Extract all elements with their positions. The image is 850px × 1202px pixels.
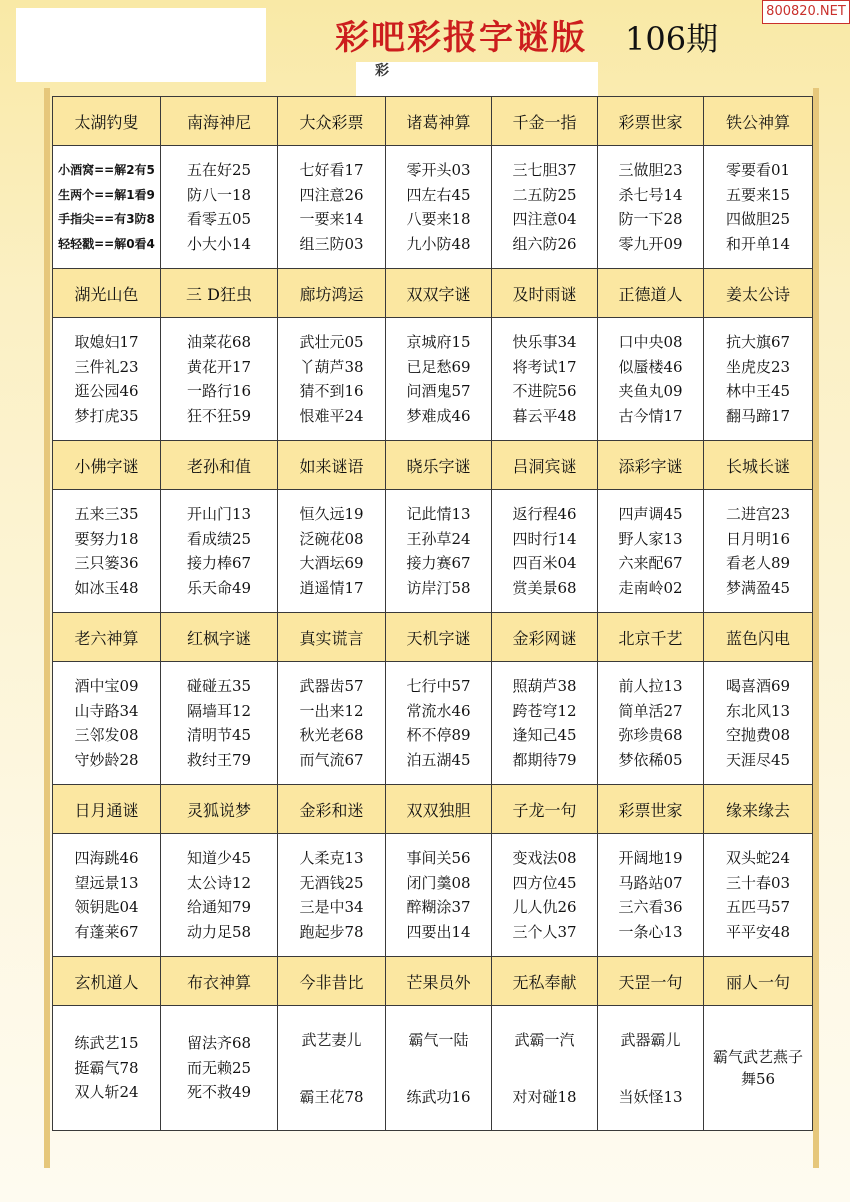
riddle-line: 零要看01 [725,161,791,179]
column-header: 丽人一句 [704,957,813,1006]
column-header: 吕洞宾谜 [492,441,598,490]
riddle-line: 无酒钱25 [299,873,364,892]
subtitle-fragment: 彩 [375,63,389,79]
riddle-line: 二五防25 [512,185,577,204]
riddle-line: 翻马蹄17 [725,406,791,425]
riddle-line: 黄花开17 [186,357,252,376]
column-header: 布衣神算 [161,957,278,1006]
column-header: 及时雨谜 [492,269,598,318]
riddle-line: 七好看17 [299,161,364,179]
riddle-line: 梦打虎35 [74,406,139,425]
riddle-cell [598,490,704,613]
riddle-cell [386,1006,492,1131]
riddle-line: 东北风13 [725,701,791,720]
riddle-line: 零九开09 [618,234,683,253]
riddle-line: 不进院56 [512,382,577,400]
riddle-line: 七行中57 [406,677,471,695]
riddle-line: 五在好25 [186,161,252,179]
riddle-line: 武艺妻儿 [301,1031,362,1049]
riddle-line: 武霸一汽 [514,1031,575,1049]
column-header: 无私奉献 [492,957,598,1006]
riddle-line: 四方位45 [512,873,577,892]
content-row [53,834,813,957]
column-header: 天机字谜 [386,613,492,662]
riddle-cell [161,146,278,269]
riddle-line: 太公诗12 [186,873,252,892]
riddle-line: 生两个==解1看9 [58,187,155,202]
riddle-line: 一出来12 [299,701,364,720]
riddle-line: 杀七号14 [618,185,683,204]
riddle-cell [53,146,161,269]
riddle-cell [492,834,598,957]
riddle-line: 看成绩25 [186,529,252,548]
riddle-line: 简单活27 [618,701,683,720]
riddle-line: 开山门13 [186,505,252,523]
riddle-line: 武器霸儿 [620,1031,681,1049]
riddle-line: 坐虎皮23 [725,357,791,376]
riddle-line: 一要来14 [299,210,364,228]
riddle-line: 救纣王79 [186,750,252,769]
riddle-cell [161,834,278,957]
riddle-line: 三只篓36 [74,554,139,572]
riddle-line: 动力足58 [186,922,252,941]
riddle-cell [386,318,492,441]
column-header: 双双字谜 [386,269,492,318]
riddle-line: 快乐事34 [512,333,577,351]
riddle-cell [161,662,278,785]
riddle-line: 夹鱼丸09 [618,382,683,400]
riddle-line: 赏美景68 [512,578,577,597]
riddle-line: 和开单14 [725,234,791,253]
riddle-line: 逢知己45 [512,726,577,744]
riddle-line: 而无赖25 [186,1058,252,1077]
column-header: 天罡一句 [598,957,704,1006]
riddle-line: 五匹马57 [725,898,791,916]
riddle-line: 当妖怪13 [618,1088,683,1106]
riddle-line: 一路行16 [186,382,252,400]
riddle-table [52,96,813,1131]
riddle-line: 油菜花68 [186,333,252,351]
riddle-line: 而气流67 [299,750,364,769]
riddle-line: 对对碰18 [512,1088,577,1106]
riddle-line: 霸气武艺燕子舞56 [712,1048,803,1088]
riddle-line: 看老人89 [725,554,791,572]
riddle-line: 古今情17 [618,406,683,425]
riddle-line: 五来三35 [74,505,139,523]
riddle-line: 人柔克13 [299,849,364,867]
riddle-cell [161,1006,278,1131]
riddle-line: 接力赛67 [406,554,471,572]
header-row [53,269,813,318]
riddle-cell [704,662,813,785]
riddle-line: 手指尖==有3防8 [58,212,155,226]
riddle-line: 天涯尽45 [725,750,791,769]
riddle-line: 秋光老68 [299,726,364,744]
riddle-line: 喝喜酒69 [725,677,791,695]
riddle-cell [492,662,598,785]
riddle-line: 守妙龄28 [74,750,139,769]
riddle-line: 有蓬莱67 [74,922,139,941]
riddle-cell [386,146,492,269]
riddle-line: 练武艺15 [74,1034,139,1053]
riddle-line: 防八一18 [186,185,252,204]
riddle-line: 领钥匙04 [74,898,139,916]
riddle-cell [386,662,492,785]
header-row [53,97,813,146]
column-header: 灵狐说梦 [161,785,278,834]
column-header: 诸葛神算 [386,97,492,146]
riddle-line: 杯不停89 [406,726,471,744]
riddle-line: 四要出14 [406,922,471,941]
riddle-line: 马路站07 [618,873,683,892]
right-border-bar [813,88,819,1168]
riddle-cell [278,1006,386,1131]
riddle-cell [704,834,813,957]
column-header: 小佛字谜 [53,441,161,490]
riddle-line: 四声调45 [618,505,683,523]
riddle-cell [704,146,813,269]
riddle-line: 变戏法08 [512,849,577,867]
riddle-cell [704,318,813,441]
header-row [53,785,813,834]
header-row [53,613,813,662]
column-header: 如来谜语 [278,441,386,490]
column-header: 姜太公诗 [704,269,813,318]
riddle-cell [278,318,386,441]
riddle-line: 九小防48 [406,234,471,253]
riddle-line: 四注意04 [512,210,577,228]
riddle-cell [492,1006,598,1131]
content-row [53,490,813,613]
column-header: 红枫字谜 [161,613,278,662]
riddle-line: 清明节45 [186,726,252,744]
riddle-cell [598,146,704,269]
riddle-line: 野人家13 [618,529,683,548]
riddle-line: 三七胆37 [512,161,577,179]
column-header: 日月通谜 [53,785,161,834]
riddle-line: 挺霸气78 [74,1058,139,1077]
column-header: 南海神尼 [161,97,278,146]
riddle-line: 留法齐68 [186,1034,252,1053]
riddle-cell [598,1006,704,1131]
content-row [53,146,813,269]
riddle-line: 给通知79 [186,898,252,916]
riddle-line: 前人拉13 [618,677,683,695]
column-header: 老孙和值 [161,441,278,490]
column-header: 太湖钓叟 [53,97,161,146]
riddle-cell [278,146,386,269]
riddle-line: 记此情13 [406,505,471,523]
column-header: 湖光山色 [53,269,161,318]
riddle-line: 轻轻戳==解0看4 [58,236,155,251]
riddle-line: 问酒鬼57 [406,382,471,400]
riddle-line: 防一下28 [618,210,683,228]
riddle-cell [492,318,598,441]
riddle-cell [598,318,704,441]
riddle-line: 三个人37 [512,922,577,941]
riddle-line: 常流水46 [406,701,471,720]
riddle-line: 三邻发08 [74,726,139,744]
riddle-line: 五要来15 [725,185,791,204]
riddle-line: 组三防03 [299,234,364,253]
left-border-bar [44,88,50,1168]
riddle-line: 三六看36 [618,898,683,916]
riddle-line: 空抛费08 [725,726,791,744]
riddle-cell [53,834,161,957]
column-header: 金彩和迷 [278,785,386,834]
riddle-line: 口中央08 [618,333,683,351]
riddle-line: 酒中宝09 [74,677,139,695]
riddle-line: 狂不狂59 [186,406,252,425]
riddle-line: 照葫芦38 [512,677,577,695]
riddle-line: 四注意26 [299,185,364,204]
riddle-line: 三十春03 [725,873,791,892]
riddle-line: 暮云平48 [512,406,577,425]
column-header: 添彩字谜 [598,441,704,490]
riddle-line: 王孙草24 [406,529,471,548]
riddle-cell [278,834,386,957]
riddle-cell [492,490,598,613]
riddle-line: 京城府15 [406,333,471,351]
column-header: 彩票世家 [598,97,704,146]
column-header: 老六神算 [53,613,161,662]
column-header: 子龙一句 [492,785,598,834]
redacted-box [356,62,598,96]
riddle-cell [278,662,386,785]
riddle-line: 接力棒67 [186,554,252,572]
riddle-line: 林中王45 [725,382,791,400]
riddle-line: 逛公园46 [74,382,139,400]
riddle-cell [161,490,278,613]
riddle-line: 小大小14 [186,234,252,253]
riddle-line: 泊五湖45 [406,750,471,769]
column-header: 三 D狂虫 [161,269,278,318]
riddle-line: 逍遥情17 [299,578,364,597]
riddle-line: 六来配67 [618,554,683,572]
riddle-line: 小酒窝==解2有5 [58,163,155,177]
column-header: 铁公神算 [704,97,813,146]
riddle-line: 死不救49 [186,1083,252,1102]
riddle-line: 知道少45 [186,849,252,867]
riddle-line: 恨难平24 [299,406,364,425]
column-header: 今非昔比 [278,957,386,1006]
riddle-line: 返行程46 [512,505,577,523]
riddle-line: 猜不到16 [299,382,364,400]
riddle-line: 恒久远19 [299,505,364,523]
column-header: 千金一指 [492,97,598,146]
riddle-line: 二进宫23 [725,505,791,523]
column-header: 金彩网谜 [492,613,598,662]
riddle-line: 双人斩24 [74,1083,139,1102]
riddle-cell [598,662,704,785]
riddle-cell [278,490,386,613]
column-header: 彩票世家 [598,785,704,834]
column-header: 晓乐字谜 [386,441,492,490]
riddle-line: 双头蛇24 [725,849,791,867]
issue-number: 106期 [625,20,719,58]
watermark-logo: 800820.NET [762,0,850,24]
riddle-line: 开阔地19 [618,849,683,867]
content-row [53,1006,813,1131]
riddle-line: 霸气一陆 [408,1031,469,1049]
header-row [53,441,813,490]
riddle-line: 日月明16 [725,529,791,548]
riddle-cell [53,318,161,441]
riddle-line: 八要来18 [406,210,471,228]
column-header: 双双独胆 [386,785,492,834]
riddle-line: 大酒坛69 [299,554,364,572]
redacted-box [16,8,266,82]
riddle-cell [704,1006,813,1131]
riddle-line: 抗大旗67 [725,333,791,351]
riddle-line: 事间关56 [406,849,471,867]
riddle-line: 丫葫芦38 [299,357,364,376]
riddle-cell [598,834,704,957]
riddle-cell [386,490,492,613]
column-header: 真实谎言 [278,613,386,662]
column-header: 廊坊鸿运 [278,269,386,318]
riddle-cell [161,318,278,441]
column-header: 大众彩票 [278,97,386,146]
riddle-line: 四做胆25 [725,210,791,228]
riddle-cell [53,662,161,785]
riddle-line: 看零五05 [186,210,252,228]
riddle-line: 四左右45 [406,185,471,204]
column-header: 蓝色闪电 [704,613,813,662]
riddle-line: 三件礼23 [74,357,139,376]
riddle-line: 走南岭02 [618,578,683,597]
riddle-cell [53,490,161,613]
riddle-line: 要努力18 [74,529,139,548]
riddle-line: 已足愁69 [406,357,471,376]
column-header: 玄机道人 [53,957,161,1006]
content-row [53,318,813,441]
riddle-line: 望远景13 [74,873,139,892]
riddle-line: 梦依稀05 [618,750,683,769]
riddle-line: 将考试17 [512,357,577,376]
riddle-line: 练武功16 [406,1088,471,1106]
riddle-line: 都期待79 [512,750,577,769]
riddle-line: 醉糊涂37 [406,898,471,916]
riddle-cell [386,834,492,957]
riddle-line: 四百米04 [512,554,577,572]
riddle-line: 儿人仇26 [512,898,577,916]
riddle-line: 梦难成46 [406,406,471,425]
riddle-line: 一条心13 [618,922,683,941]
riddle-line: 武器齿57 [299,677,364,695]
column-header: 长城长谜 [704,441,813,490]
riddle-line: 隔墙耳12 [186,701,252,720]
page-title: 彩吧彩报字谜版 [335,18,587,58]
riddle-line: 山寺路34 [74,701,139,720]
riddle-line: 平平安48 [725,922,791,941]
riddle-line: 访岸汀58 [406,578,471,597]
riddle-line: 霸王花78 [299,1088,364,1106]
riddle-line: 武壮元05 [299,333,364,351]
riddle-line: 三做胆23 [618,161,683,179]
riddle-line: 零开头03 [406,161,471,179]
riddle-line: 泛碗花08 [299,529,364,548]
header-row [53,957,813,1006]
riddle-line: 跑起步78 [299,922,364,941]
column-header: 芒果员外 [386,957,492,1006]
riddle-line: 碰碰五35 [186,677,252,695]
riddle-line: 似蜃楼46 [618,357,683,376]
column-header: 缘来缘去 [704,785,813,834]
riddle-line: 组六防26 [512,234,577,253]
riddle-line: 弥珍贵68 [618,726,683,744]
column-header: 正德道人 [598,269,704,318]
riddle-line: 跨苍穹12 [512,701,577,720]
riddle-line: 乐天命49 [186,578,252,597]
column-header: 北京千艺 [598,613,704,662]
riddle-line: 取媳妇17 [74,333,139,351]
riddle-line: 梦满盈45 [725,578,791,597]
content-row [53,662,813,785]
riddle-line: 如冰玉48 [74,578,139,597]
riddle-cell [492,146,598,269]
riddle-line: 四时行14 [512,529,577,548]
riddle-cell [53,1006,161,1131]
riddle-line: 四海跳46 [74,849,139,867]
riddle-line: 三是中34 [299,898,364,916]
riddle-cell [704,490,813,613]
riddle-line: 闭门羹08 [406,873,471,892]
